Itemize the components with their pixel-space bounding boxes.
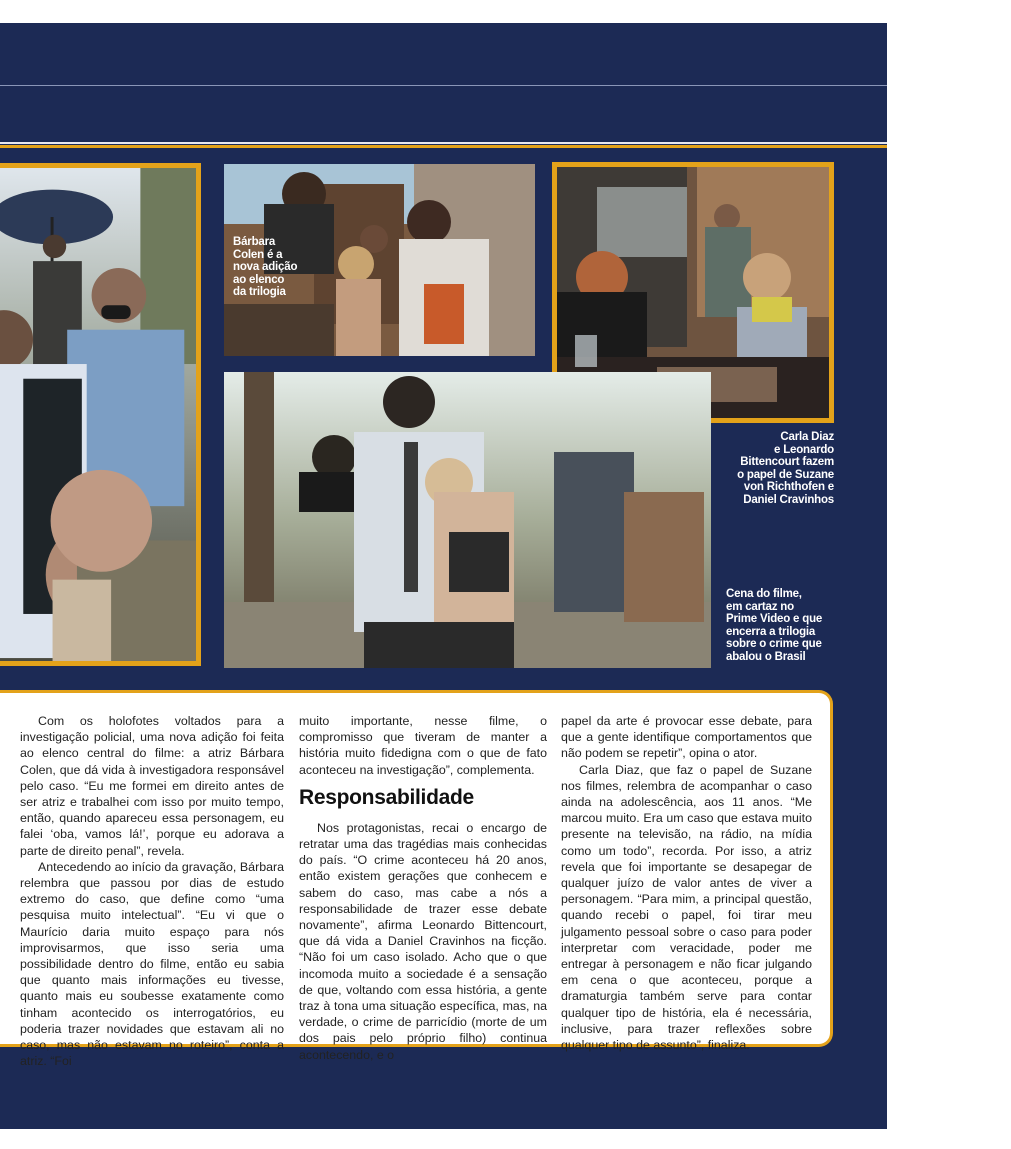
caption-line: Cena do filme, xyxy=(726,588,802,600)
article-paragraph: muito importante, nesse filme, o compromisso que tiveram de manter a história muito fidedigna com o que de fato aconteceu na investigação”, complementa. xyxy=(299,714,547,777)
article-paragraph: Com os holofotes voltados para a investigação policial, uma nova adição foi feita ao elenco central do filme: a atriz Bárbara Colen, que dá vida à investigadora responsável pelo caso. “Eu me formei em direito antes de ser atriz e trabalhei com isso por muito tempo, então, quando apareceu essa personagem, eu falei ‘oba, vamos lá!’, porque eu adorava a parte de direito penal”, revela. xyxy=(20,714,284,858)
caption-line: sobre o crime que xyxy=(726,638,822,650)
caption-line: Daniel Cravinhos xyxy=(743,493,834,506)
caption-line: encerra a trilogia xyxy=(726,625,816,638)
article-paragraph: Antecedendo ao início da gravação, Bárbara relembra que passou por dias de estudo extremo do caso, que define como “uma pesquisa muito intelectual”. “Eu vi que o Maurício daria muito espaço para nós improvisarmos, que isso seria uma possibilidade dentro do filme, então eu sabia que quanto mais informações eu tivesse, quanto mais eu soubesse exatamente como tinham acontecido os interrogatórios, eu poderia trazer novidades que estavam ali no caso, mas não estavam no roteiro”, conta a atriz. “Foi xyxy=(20,859,284,1069)
subheading-responsabilidade: Responsabilidade xyxy=(299,785,474,809)
caption-line: Prime Video e que xyxy=(726,613,823,625)
article-column-1 xyxy=(20,713,284,1069)
article-column-2 xyxy=(299,713,547,1063)
funeral-scene-photo xyxy=(0,163,201,666)
article-column-3 xyxy=(561,713,812,1053)
caption-line: Colen é a xyxy=(233,248,283,261)
caption-carla-leonardo xyxy=(700,431,834,506)
article-text-box xyxy=(0,690,833,1069)
caption-line: nova adição xyxy=(233,261,298,273)
caption-line: von Richthofen e xyxy=(743,481,834,493)
caption-cena xyxy=(726,588,822,663)
header-divider-white xyxy=(0,142,887,144)
article-paragraph: Carla Diaz, que faz o papel de Suzane nos filmes, relembra de acompanhar o caso ainda na adolescência, aos 11 anos. “Me marcou muito. Era um caso que estava muito presente na televisão, na rádio, na mídia como um todo”, recorda. Por isso, a atriz revela que foi importante se desapegar de qualquer juízo de valor antes de viver a personagem. “Para mim, a principal questão, quando recebi o papel, foi tirar meu julgamento pessoal sobre o caso para poder interpretar com veracidade, poder me entregar à personagem e não ficar julgando em cena o que aconteceu, porque a dramaturgia também serve para contar qualquer tipo de história, ela é necessária, inclusive, para trazer reflexões sobre qualquer tipo de assunto”, finaliza. xyxy=(561,762,812,1053)
article-paragraph: papel da arte é provocar esse debate, para que a gente identifique comportamentos que não podem se repetir”, opina o ator. xyxy=(561,714,812,761)
header-divider-thin xyxy=(0,85,887,86)
caption-line: em cartaz no xyxy=(726,600,794,613)
caption-line: e Leonardo xyxy=(774,443,834,456)
caption-line: da trilogia xyxy=(233,286,286,298)
caption-line: Bittencourt fazem xyxy=(740,456,834,468)
caption-line: Bárbara xyxy=(233,236,276,248)
caption-line: abalou o Brasil xyxy=(726,650,806,663)
caption-barbara xyxy=(233,236,297,299)
cemetery-couple-photo xyxy=(224,372,711,668)
header-divider-gold xyxy=(0,145,887,148)
article-paragraph: Nos protagonistas, recai o encargo de retratar uma das tragédias mais conhecidas do país. “O crime aconteceu há 20 anos, então existem gerações que conhecem e sabem do caso, mas cabe a nós a responsabilidade de trazer esse debate novamente”, afirma Leonardo Bittencourt, que dá vida a Daniel Cravinhos na ficção. “Não foi um caso isolado. Acho que o que incomoda muito a sociedade é a sensação de que, voltando com essa história, a gente traz à tona uma situação específica, mas, na verdade, o crime de parricídio (morte de um dos pais pelo próprio filho) continua acontecendo, e o xyxy=(299,820,547,1062)
caption-line: Carla Diaz xyxy=(780,431,834,443)
caption-line: o papel de Suzane xyxy=(737,468,834,481)
caption-line: ao elenco xyxy=(233,273,285,286)
